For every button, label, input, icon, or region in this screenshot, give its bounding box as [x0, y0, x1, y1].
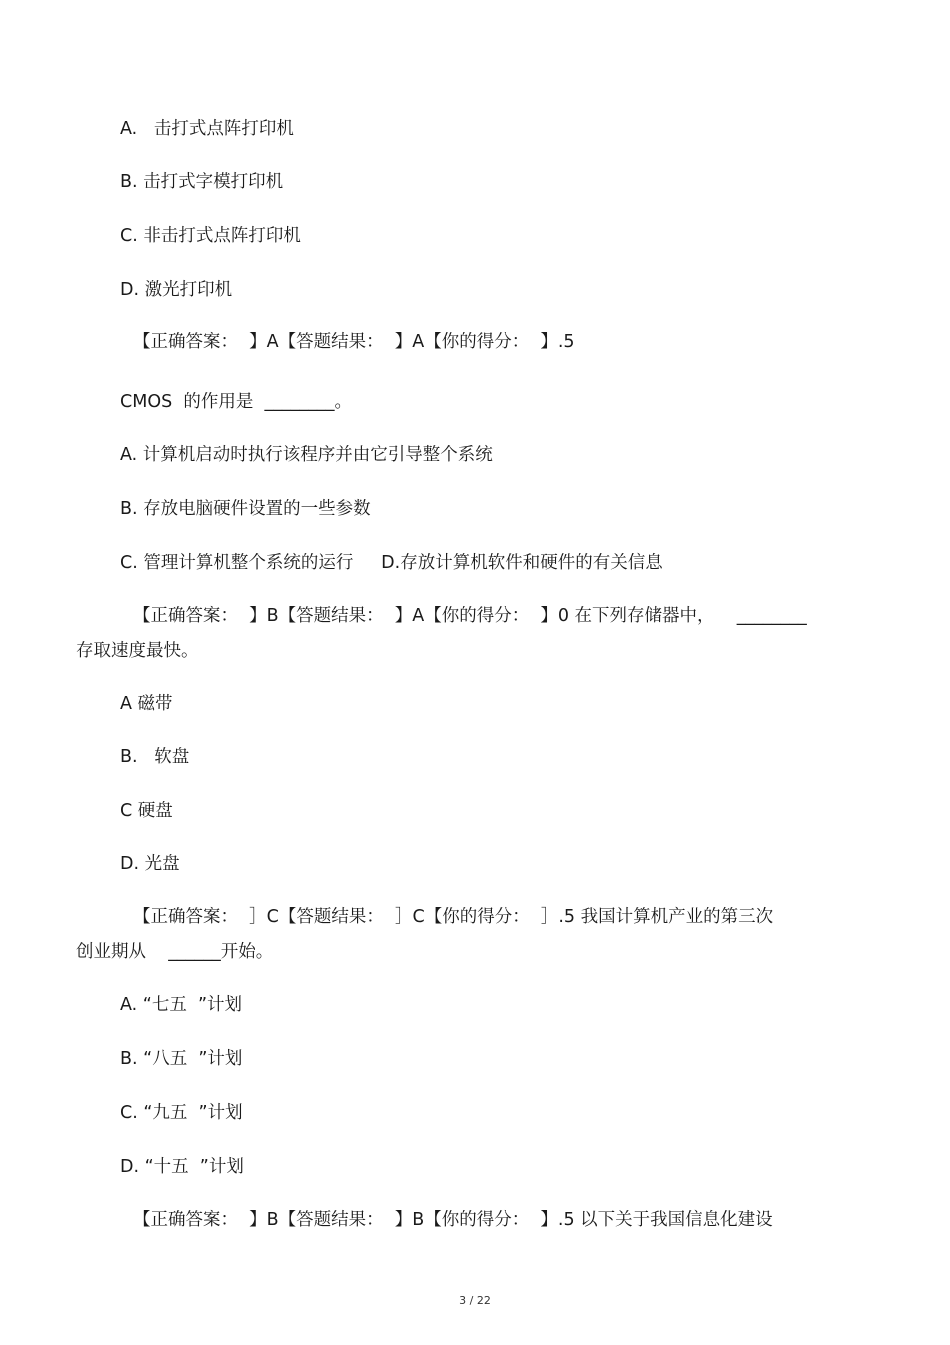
option-a-boot-program: A. 计算机启动时执行该程序并由它引导整个系统	[120, 445, 493, 465]
option-b-hardware-params: B. 存放电脑硬件设置的一些参数	[120, 499, 371, 519]
option-b-impact-type-printer: B. 击打式字模打印机	[120, 172, 284, 192]
answer-line-3: 【正确答案： ］C【答题结果： ］C【你的得分： ］.5 我国计算机产业的第三次	[133, 907, 774, 927]
answer-line-2: 【正确答案： 】B【答题结果： 】A【你的得分： 】0 在下列存储器中， ________	[133, 606, 807, 626]
question-industry-continued: 创业期从 ______开始。	[76, 942, 274, 962]
option-a-tape: A 磁带	[120, 694, 173, 714]
option-c-ninth-plan: C. “九五 ”计划	[120, 1103, 243, 1123]
option-b-eighth-plan: B. “八五 ”计划	[120, 1049, 243, 1069]
option-c-hard-disk: C 硬盘	[120, 801, 173, 821]
page-number: 3 / 22	[459, 1294, 491, 1307]
option-c-d-system-info: C. 管理计算机整个系统的运行 D.存放计算机软件和硬件的有关信息	[120, 553, 663, 573]
option-d-laser-printer: D. 激光打印机	[120, 280, 233, 300]
question-storage-continued: 存取速度最快。	[76, 641, 199, 661]
question-cmos: CMOS 的作用是 ________。	[120, 392, 352, 412]
option-b-floppy: B. 软盘	[120, 747, 190, 767]
answer-line-4: 【正确答案： 】B【答题结果： 】B【你的得分： 】.5 以下关于我国信息化建设	[133, 1210, 773, 1230]
option-a-seventh-plan: A. “七五 ”计划	[120, 995, 243, 1015]
option-d-optical-disk: D. 光盘	[120, 854, 180, 874]
option-a-impact-dot-printer: A. 击打式点阵打印机	[120, 119, 294, 139]
option-d-tenth-plan: D. “十五 ”计划	[120, 1157, 244, 1177]
answer-line-1: 【正确答案： 】A【答题结果： 】A【你的得分： 】.5	[133, 332, 575, 352]
option-c-nonimpact-dot-printer: C. 非击打式点阵打印机	[120, 226, 301, 246]
